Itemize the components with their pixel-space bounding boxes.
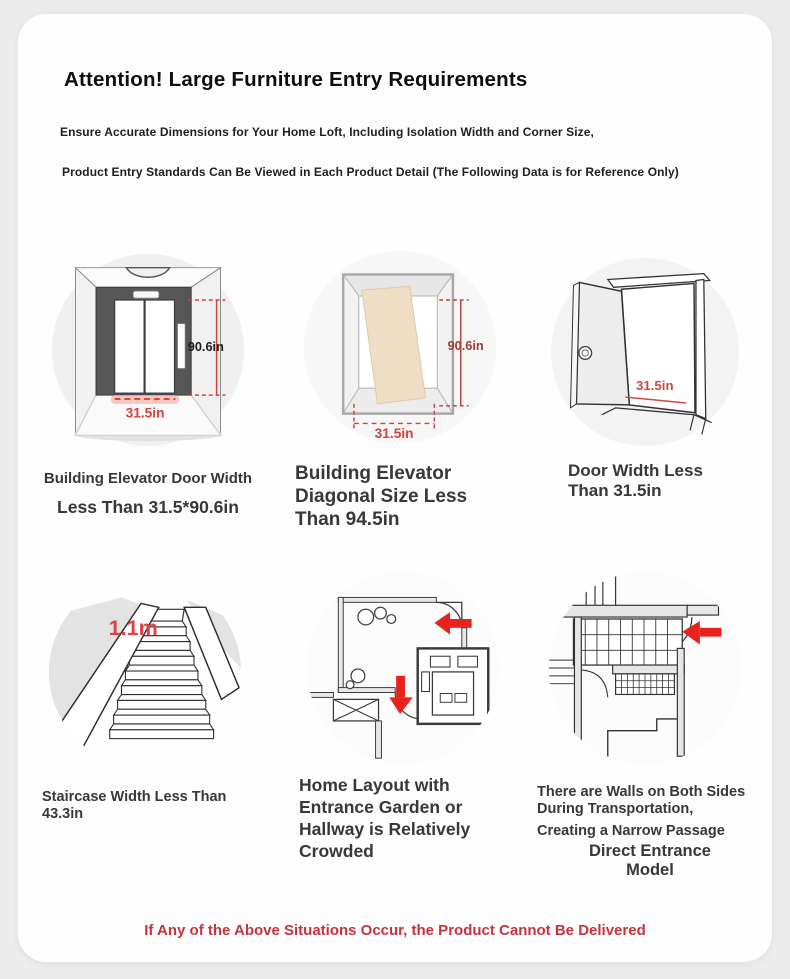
tile-grid (573, 619, 682, 665)
page-title: Attention! Large Furniture Entry Requirements (64, 68, 528, 91)
caption-elevator-diagonal: Building Elevator Diagonal Size Less Than 94.5in (295, 463, 468, 531)
caption-line: Direct Entrance Model (589, 842, 711, 880)
elevator-front-illustration (50, 252, 246, 448)
dim-width-label: 31.5in (636, 378, 674, 394)
elevator-call-panel (177, 324, 185, 369)
caption-narrow-passage (537, 784, 762, 880)
door-knob (579, 347, 592, 360)
dim-width-label: 1.1m (108, 614, 158, 640)
caption-staircase-width: Staircase Width Less Than 43.3in (42, 789, 227, 822)
caption-line: There are Walls on Both Sides During Transportation, (537, 784, 746, 818)
caption-home-layout: Home Layout with Entrance Garden or Hallway is Relatively Crowded (299, 775, 471, 861)
staircase-illustration (47, 574, 243, 770)
subtitle-line-1: Ensure Accurate Dimensions for Your Home Loft, Including Isolation Width and Corner Size, (60, 125, 594, 139)
caption-door-width: Door Width Less Than 31.5in (568, 461, 703, 500)
subtitle-line-2: Product Entry Standards Can Be Viewed in Each Product Detail (The Following Data is for Reference Only) (62, 165, 679, 179)
caption-line: Less Than 31.5*90.6in (57, 497, 239, 517)
caption-line: Creating a Narrow Passage (537, 823, 725, 840)
dim-height-label: 90.6in (187, 338, 224, 354)
open-door-illustration (547, 254, 743, 450)
dim-width-label: 31.5in (125, 405, 165, 421)
door-panel (576, 282, 629, 404)
door-opening (621, 283, 695, 412)
caption-line: Building Elevator Door Width (43, 470, 253, 487)
elevator-diagonal-illustration (302, 249, 498, 445)
content-card (18, 14, 772, 962)
dim-width-label: 31.5in (374, 426, 414, 442)
dim-height-label: 90.6in (447, 337, 484, 353)
elevator-door-right (145, 300, 174, 393)
elevator-display (133, 291, 158, 298)
floor-plan-entrance-illustration (305, 570, 501, 766)
caption-elevator-door-width (28, 470, 268, 518)
elevator-door-left (115, 300, 144, 393)
floor-plan-narrow-passage-illustration (547, 570, 743, 766)
footer-warning: If Any of the Above Situations Occur, the Product Cannot Be Delivered (144, 922, 646, 939)
